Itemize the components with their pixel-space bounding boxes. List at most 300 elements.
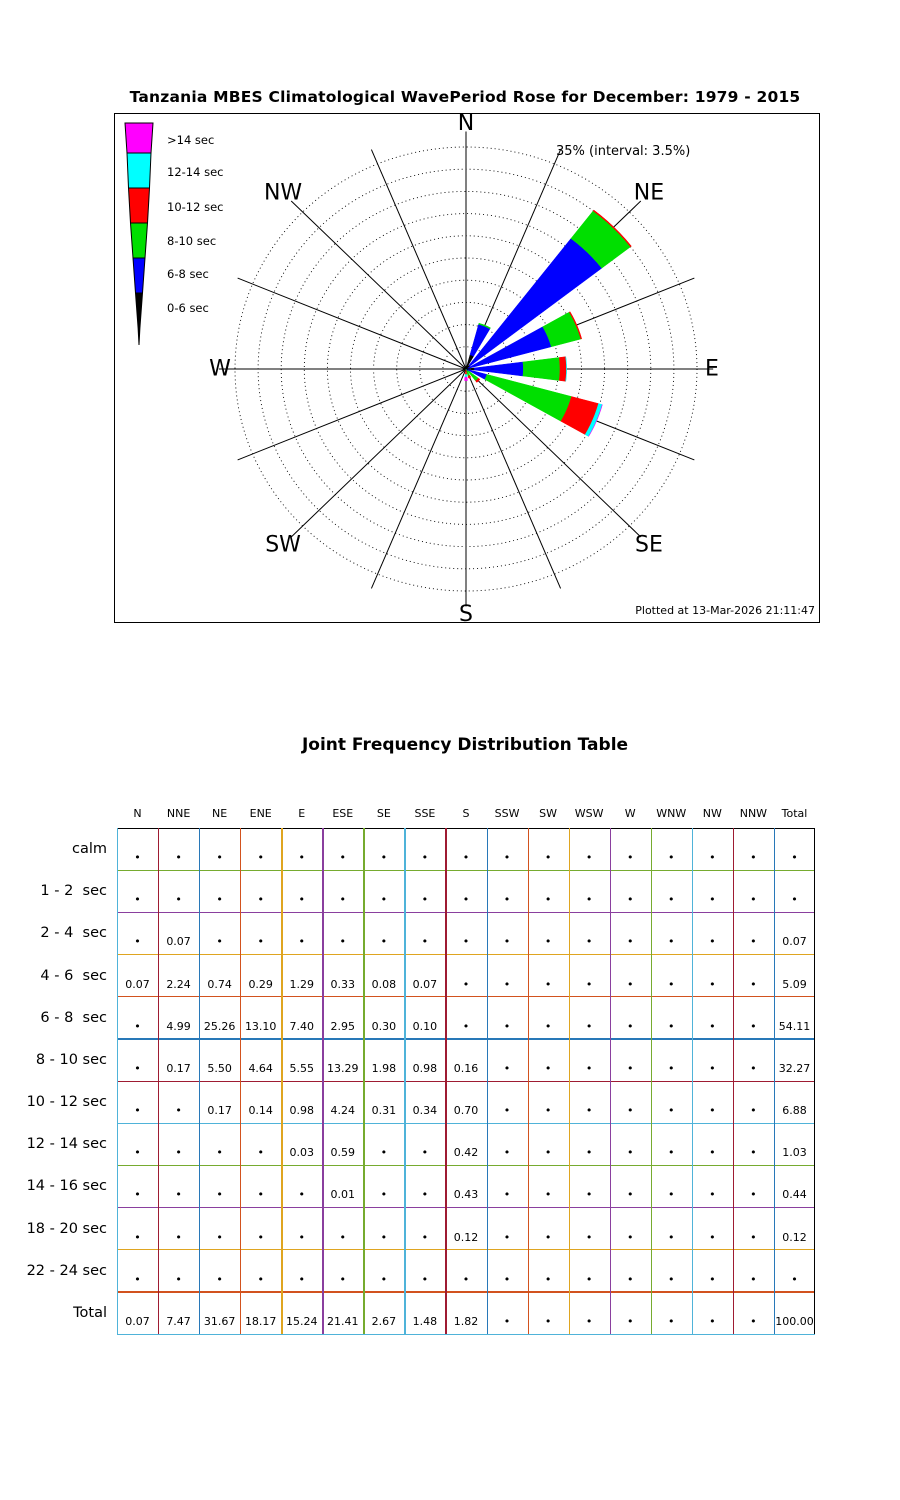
table-cell: • xyxy=(585,935,593,949)
table-cell: 0.29 xyxy=(248,977,273,991)
legend-swatch-10-12-sec xyxy=(129,188,150,223)
table-cell: • xyxy=(503,1230,511,1244)
table-cell: • xyxy=(503,1146,511,1160)
table-cell: • xyxy=(626,1104,634,1118)
grid-vline xyxy=(692,828,693,1334)
table-cell: • xyxy=(175,1104,182,1118)
rose-petal-S-12-14-sec xyxy=(465,374,467,377)
table-cell: 13.29 xyxy=(327,1061,359,1075)
table-cell: 0.03 xyxy=(289,1146,314,1160)
table-cell: 7.47 xyxy=(166,1314,191,1328)
table-cell: • xyxy=(668,935,675,949)
table-cell: 7.40 xyxy=(289,1019,314,1033)
table-cell: 1.82 xyxy=(453,1314,479,1328)
table-cell: 0.07 xyxy=(125,977,150,991)
row-header-calm: calm xyxy=(71,841,107,858)
table-cell: • xyxy=(134,1019,141,1033)
table-cell: • xyxy=(668,977,675,991)
radial-scale-label: 35% (interval: 3.5%) xyxy=(556,144,691,159)
grid-vline xyxy=(651,828,652,1334)
table-cell: • xyxy=(585,851,593,865)
table-cell: • xyxy=(750,1019,757,1033)
table-cell: • xyxy=(257,893,264,907)
table-cell: • xyxy=(544,977,552,991)
col-header-N: N xyxy=(133,807,142,820)
table-cell: • xyxy=(134,1230,141,1244)
table-cell: • xyxy=(257,1146,264,1160)
table-cell: • xyxy=(626,1061,634,1075)
table-cell: • xyxy=(709,851,716,865)
table-cell: • xyxy=(668,1061,675,1075)
compass-label-NE: NE xyxy=(633,180,665,206)
col-header-NW: NW xyxy=(702,807,722,820)
table-cell: • xyxy=(709,935,716,949)
table-cell: • xyxy=(503,935,511,949)
table-cell: 54.11 xyxy=(778,1019,811,1033)
polar-spoke xyxy=(291,201,466,369)
table-cell: • xyxy=(380,1188,388,1202)
grid-hline xyxy=(117,828,815,829)
table-cell: • xyxy=(750,1314,757,1328)
col-header-SE: SE xyxy=(376,807,391,820)
table-cell: • xyxy=(216,1272,223,1286)
table-cell: • xyxy=(380,1272,388,1286)
row-header-18-20-sec: 18 - 20 sec xyxy=(26,1220,107,1237)
polar-spoke xyxy=(238,369,466,460)
compass-label-NW: NW xyxy=(263,180,303,206)
col-header-E: E xyxy=(298,807,306,820)
table-cell: • xyxy=(257,1188,264,1202)
table-cell: • xyxy=(339,1272,347,1286)
table-cell: • xyxy=(216,935,223,949)
table-cell: 0.43 xyxy=(453,1188,479,1202)
table-cell: • xyxy=(626,1146,634,1160)
table-cell: • xyxy=(668,1314,675,1328)
table-cell: • xyxy=(585,1272,593,1286)
table-cell: • xyxy=(503,851,511,865)
compass-label-E: E xyxy=(705,356,719,382)
grid-vline xyxy=(363,828,364,1334)
table-cell: • xyxy=(298,1230,305,1244)
table-cell: • xyxy=(668,1188,675,1202)
table-cell: • xyxy=(216,1230,223,1244)
table-cell: • xyxy=(709,1272,716,1286)
table-cell: 5.55 xyxy=(289,1061,314,1075)
grid-vline xyxy=(774,828,775,1334)
table-cell: 0.07 xyxy=(166,935,191,949)
row-header-Total: Total xyxy=(73,1304,107,1321)
rose-petal-S--14-sec xyxy=(464,377,467,381)
table-cell: • xyxy=(709,893,716,907)
table-cell: • xyxy=(709,1104,716,1118)
table-cell: 4.99 xyxy=(166,1019,191,1033)
table-cell: 0.10 xyxy=(412,1019,438,1033)
table-cell: • xyxy=(257,1230,264,1244)
table-cell: 1.48 xyxy=(412,1314,438,1328)
table-cell: • xyxy=(421,1272,429,1286)
table-cell: 0.34 xyxy=(412,1104,438,1118)
table-cell: • xyxy=(791,893,798,907)
table-cell: • xyxy=(134,1272,141,1286)
table-cell: 0.31 xyxy=(371,1104,397,1118)
table-cell: • xyxy=(750,1146,757,1160)
table-cell: • xyxy=(585,1230,593,1244)
rose-petal-SSE-10-12-sec xyxy=(468,375,471,378)
table-cell: • xyxy=(503,893,511,907)
row-header-4-6-sec: 4 - 6 sec xyxy=(40,967,107,984)
table-cell: 31.67 xyxy=(203,1314,236,1328)
table-cell: • xyxy=(421,851,429,865)
col-header-S: S xyxy=(462,807,470,820)
grid-vline xyxy=(487,828,488,1334)
table-cell: • xyxy=(709,1061,716,1075)
table-cell: • xyxy=(791,1272,798,1286)
table-cell: • xyxy=(462,1019,470,1033)
table-cell: • xyxy=(339,935,347,949)
table-cell: • xyxy=(668,893,675,907)
col-header-SSE: SSE xyxy=(414,807,436,820)
table-cell: • xyxy=(585,1061,593,1075)
table-cell: 0.07 xyxy=(125,1314,150,1328)
legend-label: 12-14 sec xyxy=(167,165,224,179)
table-cell: • xyxy=(585,977,593,991)
table-cell: • xyxy=(709,1314,716,1328)
legend-swatch-8-10-sec xyxy=(131,223,148,258)
grid-hline xyxy=(117,1165,815,1166)
table-cell: • xyxy=(421,1230,429,1244)
grid-vline xyxy=(199,828,200,1334)
rose-petal-ESE-8-10-sec xyxy=(485,374,572,421)
table-cell: 0.16 xyxy=(453,1061,479,1075)
table-cell: • xyxy=(544,935,552,949)
rose-petal-E-10-12-sec xyxy=(559,357,566,382)
table-cell: • xyxy=(298,893,305,907)
table-cell: 0.17 xyxy=(166,1061,191,1075)
grid-hline xyxy=(117,1081,815,1082)
grid-hline xyxy=(117,870,815,871)
table-cell: • xyxy=(750,1061,757,1075)
table-cell: • xyxy=(585,893,593,907)
table-cell: 6.88 xyxy=(782,1104,807,1118)
table-cell: • xyxy=(668,851,675,865)
table-cell: • xyxy=(216,1188,223,1202)
table-cell: • xyxy=(298,1188,305,1202)
table-cell: • xyxy=(257,851,264,865)
table-cell: • xyxy=(544,1061,552,1075)
table-cell: 0.30 xyxy=(371,1019,397,1033)
table-cell: 0.98 xyxy=(289,1104,314,1118)
table-cell: • xyxy=(175,1146,182,1160)
table-cell: • xyxy=(585,1314,593,1328)
grid-hline xyxy=(117,1123,815,1124)
table-cell: 0.07 xyxy=(782,935,807,949)
table-cell: • xyxy=(503,1272,511,1286)
rose-title: Tanzania MBES Climatological WavePeriod Rose for December: 1979 - 2015 xyxy=(129,88,801,106)
table-cell: • xyxy=(626,893,634,907)
table-cell: • xyxy=(503,1104,511,1118)
table-cell: 13.10 xyxy=(244,1019,277,1033)
grid-hline xyxy=(117,954,815,955)
table-cell: 0.74 xyxy=(207,977,232,991)
table-cell: 15.24 xyxy=(286,1314,318,1328)
legend-label: 8-10 sec xyxy=(167,234,217,248)
table-cell: • xyxy=(503,1019,511,1033)
table-cell: • xyxy=(709,1188,716,1202)
compass-label-SW: SW xyxy=(265,532,301,558)
table-cell: • xyxy=(216,851,223,865)
table-cell: • xyxy=(626,1272,634,1286)
table-cell: • xyxy=(134,851,141,865)
legend-label: 0-6 sec xyxy=(167,301,209,315)
table-cell: 21.41 xyxy=(327,1314,359,1328)
table-cell: • xyxy=(544,1314,552,1328)
col-header-SSW: SSW xyxy=(494,807,520,820)
polar-spoke xyxy=(238,278,466,369)
table-cell: • xyxy=(298,851,305,865)
table-cell: • xyxy=(421,1146,429,1160)
row-header-12-14-sec: 12 - 14 sec xyxy=(26,1136,107,1153)
grid-vline xyxy=(733,828,734,1334)
table-cell: • xyxy=(750,893,757,907)
table-cell: • xyxy=(709,1019,716,1033)
table-cell: • xyxy=(585,1188,593,1202)
legend-label: >14 sec xyxy=(167,133,215,147)
table-cell: • xyxy=(750,935,757,949)
table-cell: • xyxy=(544,1104,552,1118)
table-cell: • xyxy=(503,1314,511,1328)
rose-plot-box xyxy=(114,113,820,623)
table-cell: • xyxy=(585,1104,593,1118)
col-header-NNE: NNE xyxy=(166,807,191,820)
table-cell: 0.01 xyxy=(330,1188,356,1202)
table-cell: • xyxy=(544,1230,552,1244)
table-cell: • xyxy=(175,1230,182,1244)
table-cell: • xyxy=(134,935,141,949)
table-cell: 0.12 xyxy=(782,1230,807,1244)
table-cell: • xyxy=(216,893,223,907)
table-cell: • xyxy=(134,1104,141,1118)
table-cell: 0.44 xyxy=(782,1188,807,1202)
table-cell: 0.17 xyxy=(207,1104,232,1118)
col-header-ESE: ESE xyxy=(332,807,354,820)
col-header-NNW: NNW xyxy=(739,807,768,820)
polar-spoke xyxy=(291,369,466,537)
rose-petal-E-8-10-sec xyxy=(523,358,560,381)
table-cell: • xyxy=(257,935,264,949)
col-header-WSW: WSW xyxy=(574,807,604,820)
table-cell: • xyxy=(462,977,470,991)
grid-hline xyxy=(117,996,815,997)
table-cell: 25.26 xyxy=(203,1019,236,1033)
table-cell: 2.67 xyxy=(371,1314,397,1328)
table-cell: • xyxy=(626,1019,634,1033)
table-cell: • xyxy=(421,1188,429,1202)
grid-vline xyxy=(322,828,323,1334)
table-cell: • xyxy=(339,851,347,865)
table-cell: • xyxy=(626,935,634,949)
table-cell: 4.24 xyxy=(330,1104,356,1118)
table-cell: 0.42 xyxy=(453,1146,479,1160)
table-cell: • xyxy=(298,935,305,949)
table-cell: • xyxy=(175,851,182,865)
compass-label-SE: SE xyxy=(635,532,663,558)
table-cell: 1.98 xyxy=(371,1061,397,1075)
table-cell: • xyxy=(544,1019,552,1033)
table-cell: • xyxy=(421,893,429,907)
table-cell: 1.29 xyxy=(289,977,314,991)
table-cell: • xyxy=(626,1188,634,1202)
table-cell: • xyxy=(668,1272,675,1286)
table-cell: 2.24 xyxy=(166,977,191,991)
table-cell: 5.09 xyxy=(782,977,807,991)
table-cell: • xyxy=(668,1230,675,1244)
table-cell: • xyxy=(380,1230,388,1244)
table-cell: • xyxy=(750,977,757,991)
grid-hline xyxy=(117,1334,815,1335)
table-cell: • xyxy=(421,935,429,949)
table-cell: • xyxy=(750,851,757,865)
table-cell: • xyxy=(134,893,141,907)
table-cell: • xyxy=(134,1188,141,1202)
table-cell: • xyxy=(791,851,798,865)
col-header-NE: NE xyxy=(212,807,228,820)
table-cell: • xyxy=(626,977,634,991)
row-header-22-24-sec: 22 - 24 sec xyxy=(26,1262,107,1279)
table-cell: • xyxy=(709,977,716,991)
table-cell: • xyxy=(626,851,634,865)
grid-vline xyxy=(281,828,282,1334)
grid-vline xyxy=(569,828,570,1334)
table-title: Joint Frequency Distribution Table xyxy=(301,735,629,755)
col-header-Total: Total xyxy=(781,807,808,820)
table-cell: 18.17 xyxy=(244,1314,277,1328)
joint-frequency-table xyxy=(26,807,815,1334)
table-cell: • xyxy=(462,893,470,907)
table-cell: • xyxy=(298,1272,305,1286)
legend-label: 6-8 sec xyxy=(167,267,209,281)
table-cell: 100.00 xyxy=(775,1314,814,1328)
table-cell: • xyxy=(462,935,470,949)
table-cell: • xyxy=(750,1104,757,1118)
table-cell: • xyxy=(626,1230,634,1244)
table-cell: • xyxy=(585,1146,593,1160)
grid-hline xyxy=(117,912,815,913)
grid-hline xyxy=(117,1291,815,1292)
plot-timestamp: Plotted at 13-Mar-2026 21:11:47 xyxy=(635,604,815,617)
table-cell: • xyxy=(257,1272,264,1286)
table-cell: • xyxy=(544,893,552,907)
grid-vline xyxy=(240,828,241,1334)
compass-label-S: S xyxy=(459,601,473,622)
table-cell: • xyxy=(709,1230,716,1244)
row-header-14-16-sec: 14 - 16 sec xyxy=(26,1178,107,1195)
table-cell: • xyxy=(339,893,347,907)
table-cell: 0.07 xyxy=(412,977,438,991)
table-cell: • xyxy=(380,851,388,865)
table-cell: • xyxy=(668,1146,675,1160)
row-header-10-12-sec: 10 - 12 sec xyxy=(26,1094,107,1111)
table-cell: • xyxy=(544,1146,552,1160)
col-header-ENE: ENE xyxy=(249,807,272,820)
table-cell: • xyxy=(134,1146,141,1160)
col-header-SW: SW xyxy=(539,807,558,820)
table-cell: • xyxy=(216,1146,223,1160)
table-cell: • xyxy=(750,1272,757,1286)
legend-swatch--14-sec xyxy=(125,123,153,153)
table-cell: • xyxy=(380,935,388,949)
row-header-2-4-sec: 2 - 4 sec xyxy=(40,925,107,942)
table-cell: 0.59 xyxy=(330,1146,356,1160)
table-cell: • xyxy=(544,1188,552,1202)
table-cell: • xyxy=(175,1272,182,1286)
table-cell: 4.64 xyxy=(248,1061,273,1075)
compass-label-N: N xyxy=(457,114,475,137)
grid-hline xyxy=(117,1249,815,1250)
table-cell: 0.70 xyxy=(453,1104,479,1118)
table-cell: • xyxy=(380,1146,388,1160)
table-cell: 0.33 xyxy=(330,977,356,991)
table-cell: 5.50 xyxy=(207,1061,232,1075)
grid-vline xyxy=(404,828,405,1334)
table-cell: • xyxy=(462,851,470,865)
compass-label-W: W xyxy=(209,356,231,382)
polar-spoke xyxy=(371,150,466,369)
table-cell: • xyxy=(134,1061,141,1075)
table-cell: 0.12 xyxy=(453,1230,479,1244)
table-cell: 0.98 xyxy=(412,1061,438,1075)
table-cell: • xyxy=(175,1188,182,1202)
table-cell: • xyxy=(709,1146,716,1160)
table-cell: • xyxy=(668,1104,675,1118)
grid-vline xyxy=(445,828,446,1334)
table-cell: 2.95 xyxy=(330,1019,356,1033)
grid-vline xyxy=(117,828,118,1334)
grid-vline xyxy=(610,828,611,1334)
table-cell: 32.27 xyxy=(778,1061,811,1075)
table-cell: • xyxy=(544,1272,552,1286)
table-cell: • xyxy=(668,1019,675,1033)
table-cell: • xyxy=(503,1188,511,1202)
table-cell: • xyxy=(750,1230,757,1244)
table-cell: 0.14 xyxy=(248,1104,273,1118)
grid-vline xyxy=(528,828,529,1334)
table-cell: • xyxy=(750,1188,757,1202)
legend-swatch-12-14-sec xyxy=(127,153,151,188)
legend-label: 10-12 sec xyxy=(167,200,224,214)
table-cell: • xyxy=(544,851,552,865)
table-cell: • xyxy=(503,977,511,991)
grid-hline xyxy=(117,1038,815,1039)
legend-swatch-6-8-sec xyxy=(133,258,145,293)
table-cell: • xyxy=(585,1019,593,1033)
table-cell: 1.03 xyxy=(782,1146,807,1160)
row-header-1-2-sec: 1 - 2 sec xyxy=(40,883,107,900)
grid-vline xyxy=(814,828,815,1334)
table-cell: • xyxy=(380,893,388,907)
table-cell: • xyxy=(462,1272,470,1286)
table-cell: • xyxy=(339,1230,347,1244)
legend-swatch-0-6-sec xyxy=(136,293,143,345)
col-header-WNW: WNW xyxy=(656,807,687,820)
table-cell: • xyxy=(503,1061,511,1075)
table-cell: 0.08 xyxy=(371,977,397,991)
row-header-6-8-sec: 6 - 8 sec xyxy=(40,1009,107,1026)
grid-hline xyxy=(117,1207,815,1208)
table-cell: • xyxy=(626,1314,634,1328)
grid-vline xyxy=(158,828,159,1334)
table-cell: • xyxy=(175,893,182,907)
row-header-8-10-sec: 8 - 10 sec xyxy=(35,1051,107,1068)
